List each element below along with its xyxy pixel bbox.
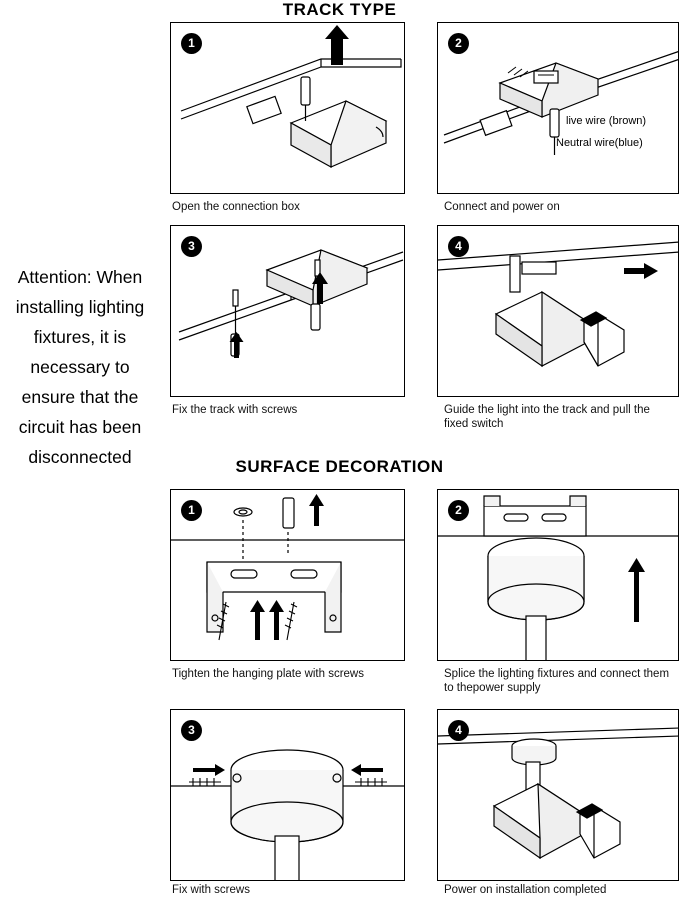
caption-surface-step-2: Splice the lighting fixtures and connect them to thepower supply — [444, 668, 670, 694]
caption-track-step-3: Fix the track with screws — [172, 404, 298, 416]
caption-track-step-2: Connect and power on — [444, 201, 560, 213]
step-badge: 3 — [181, 720, 202, 741]
section-title-surface: SURFACE DECORATION — [235, 457, 444, 476]
track-step-4-illustration — [438, 226, 679, 397]
panel-surface-step-2 — [437, 489, 679, 661]
step-badge: 1 — [181, 500, 202, 521]
attention-note: Attention: When installing lighting fixtures, it is necessary to ensure that the circuit has been disconnected — [15, 267, 145, 467]
panel-track-step-3 — [170, 225, 405, 397]
track-step-3-illustration — [171, 226, 405, 397]
surface-step-3-illustration — [171, 710, 405, 881]
caption-track-step-1: Open the connection box — [172, 201, 300, 213]
track-step-1-illustration — [171, 23, 405, 194]
panel-track-step-4 — [437, 225, 679, 397]
caption-track-step-4: Guide the light into the track and pull the fixed switch — [444, 404, 650, 430]
step-badge: 4 — [448, 236, 469, 257]
track-step-2-illustration — [438, 23, 679, 194]
step-badge: 2 — [448, 500, 469, 521]
panel-surface-step-1 — [170, 489, 405, 661]
panel-surface-step-3 — [170, 709, 405, 881]
step-badge: 4 — [448, 720, 469, 741]
label-live-wire: live wire (brown) — [566, 115, 647, 127]
step-badge: 2 — [448, 33, 469, 54]
surface-step-2-illustration — [438, 490, 679, 661]
panel-track-step-2 — [437, 22, 679, 194]
panel-surface-step-4 — [437, 709, 679, 881]
step-badge: 3 — [181, 236, 202, 257]
panel-track-step-1 — [170, 22, 405, 194]
step-badge: 1 — [181, 33, 202, 54]
surface-step-4-illustration — [438, 710, 679, 881]
section-title-track: TRACK TYPE — [282, 0, 397, 19]
surface-step-1-illustration — [171, 490, 405, 661]
caption-surface-step-1: Tighten the hanging plate with screws — [172, 668, 364, 680]
label-neutral-wire: Neutral wire(blue) — [556, 137, 643, 149]
caption-surface-step-3: Fix with screws — [172, 884, 250, 896]
caption-surface-step-4: Power on installation completed — [444, 884, 607, 896]
